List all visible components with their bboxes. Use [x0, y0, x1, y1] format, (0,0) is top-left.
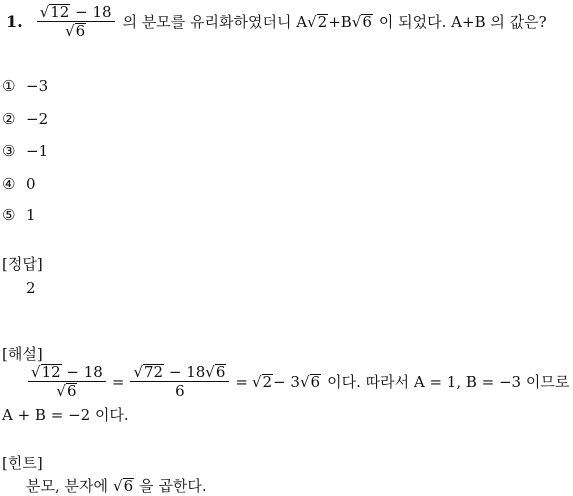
question-text-1: 의 분모를 유리화하였더니 A [122, 12, 308, 31]
explanation-line-1: √ 12 − 18 √ 6 = √ 72 − 18 √ 6 6 = √ 2 − 3 √ 6 이다. 따라서 A = 1, B = −3 이므로 [26, 364, 569, 399]
option-5-mark: ⑤ [2, 206, 16, 224]
sqrt-6: √ 6 [205, 363, 226, 381]
sqrt-6-b: √ 6 [351, 12, 372, 31]
question-line [6, 4, 547, 39]
option-3-mark: ③ [2, 142, 16, 160]
explanation-line-2: A + B = −2 이다. [2, 406, 129, 424]
option-4[interactable] [2, 175, 36, 193]
explanation-fraction-2: √ 72 − 18 √ 6 6 [130, 364, 229, 399]
option-5-value: 1 [26, 206, 36, 224]
sqrt-72: √ 72 [133, 363, 164, 381]
option-2[interactable] [2, 110, 48, 128]
hint-label: [힌트] [2, 454, 43, 472]
option-1[interactable] [2, 77, 48, 95]
sqrt-12: √ 12 [31, 363, 61, 381]
fraction-numerator: √ 12 − 18 [37, 4, 115, 22]
option-3[interactable] [2, 142, 48, 160]
sqrt-12: √ 12 [39, 3, 70, 21]
answer-label: [정답] [2, 255, 43, 273]
question-text-3: 이 되었다. A+B 의 값은? [378, 12, 547, 31]
option-1-value: −3 [26, 77, 49, 95]
option-2-mark: ② [2, 110, 16, 128]
option-4-mark: ④ [2, 175, 16, 193]
sqrt-6: √ 6 [113, 477, 134, 495]
question-number: 1. [6, 11, 23, 31]
sqrt-2: √ 2 [307, 12, 328, 31]
sqrt-6: √ 6 [65, 22, 86, 40]
option-2-value: −2 [26, 110, 49, 128]
option-5[interactable] [2, 206, 36, 224]
sqrt-2: √ 2 [251, 372, 273, 391]
sqrt-6: √ 6 [299, 372, 321, 391]
question-fraction [37, 4, 115, 39]
answer-value: 2 [26, 279, 36, 297]
explanation-fraction-1: √ 12 − 18 √ 6 [28, 364, 106, 399]
explanation-label: [해설] [2, 345, 43, 363]
fraction-denominator [62, 22, 89, 39]
hint-text: 분모, 분자에 √ 6 을 곱한다. [26, 477, 207, 495]
question-text-2: +B [328, 12, 352, 31]
option-3-value: −1 [26, 142, 49, 160]
option-4-value: 0 [26, 175, 36, 193]
sqrt-6: √ 6 [56, 382, 77, 400]
option-1-mark: ① [2, 77, 16, 95]
